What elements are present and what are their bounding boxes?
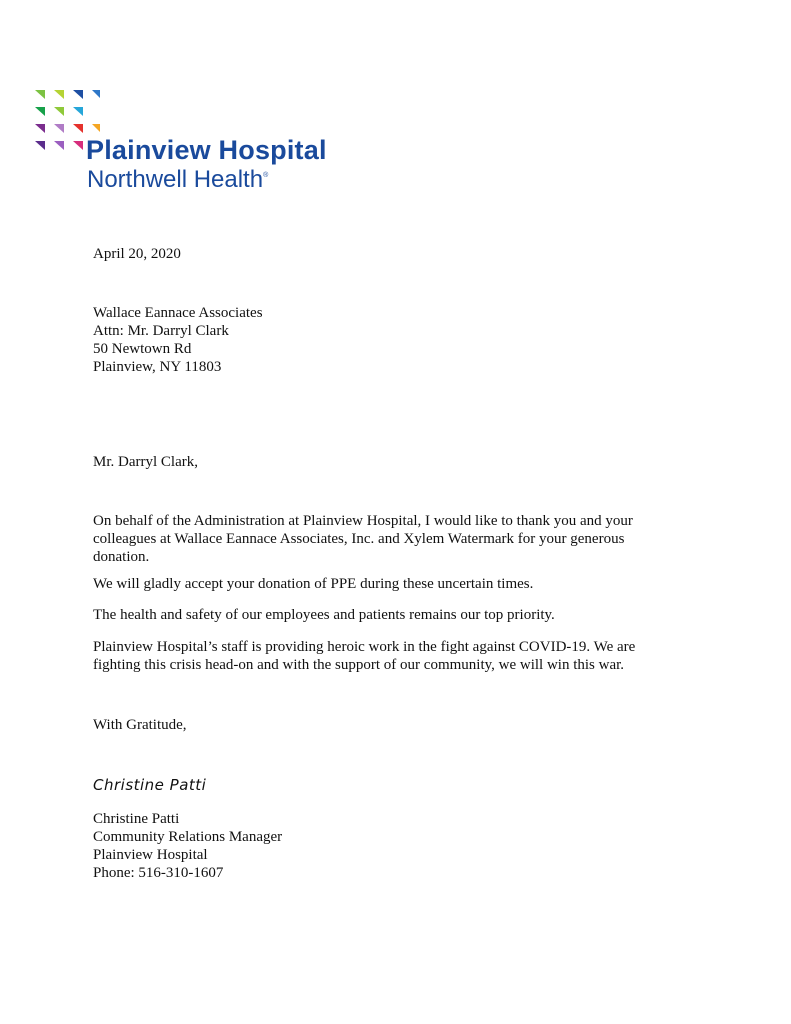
body-paragraph-1: On behalf of the Administration at Plainview Hospital, I would like to thank you and your colleagues at Wallace Eannace Associates, Inc. and Xylem Watermark for your generous donation.	[93, 513, 633, 565]
body-paragraph-4: Plainview Hospital’s staff is providing heroic work in the fight against COVID-19. We are fighting this crisis head-on and with the support of our community, we will win this war.	[93, 639, 636, 673]
salutation: Mr. Darryl Clark,	[93, 454, 198, 470]
logo-hospital-name: Plainview Hospital	[86, 135, 327, 165]
body-paragraph-3: The health and safety of our employees and patients remains our top priority.	[93, 607, 555, 623]
sender-name: Christine Patti	[93, 811, 180, 827]
address-line-company: Wallace Eannace Associates	[93, 305, 263, 321]
address-line-street: 50 Newtown Rd	[93, 341, 192, 357]
sender-organization: Plainview Hospital	[93, 847, 208, 863]
body-paragraph-2: We will gladly accept your donation of PPE during these uncertain times.	[93, 576, 534, 592]
sender-title: Community Relations Manager	[93, 829, 283, 845]
handwritten-signature: Christine Patti	[93, 776, 207, 794]
hospital-logo	[30, 88, 360, 198]
address-line-attn: Attn: Mr. Darryl Clark	[93, 323, 229, 339]
sender-phone: Phone: 516-310-1607	[93, 865, 224, 881]
address-line-city: Plainview, NY 11803	[93, 359, 222, 375]
closing: With Gratitude,	[93, 717, 187, 733]
logo-network-name: Northwell Health®	[87, 166, 269, 193]
letter-date: April 20, 2020	[93, 246, 181, 262]
